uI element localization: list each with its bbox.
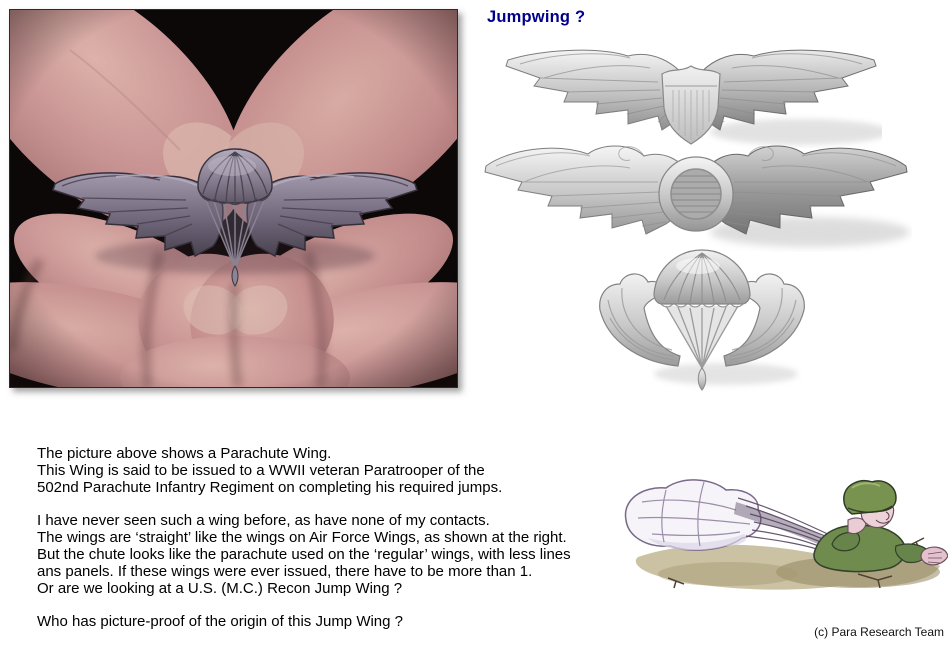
- photo-vignette: [10, 10, 457, 387]
- parachute-wing-photo: [9, 9, 458, 388]
- text-line: Who has picture-proof of the origin of this Jump Wing ?: [37, 613, 404, 630]
- para-canopy: [654, 250, 750, 307]
- copyright-text: (c) Para Research Team: [814, 625, 944, 639]
- text-line: ans panels. If these wings were ever issued, there have to be more than 1.: [37, 563, 533, 580]
- text-line: This Wing is said to be issued to a WWII veteran Paratrooper of the: [37, 462, 485, 479]
- paratrooper-cartoon-svg: [608, 462, 948, 602]
- pilot-wings-svg: [500, 36, 882, 148]
- parachutist-badge-svg: [576, 244, 828, 394]
- photo-illustration-svg: [10, 10, 457, 387]
- pilot-left-wing: [506, 50, 690, 130]
- para-apex-point: [698, 368, 706, 390]
- text-line: But the chute looks like the parachute used on the ‘regular’ wings, with less lines: [37, 546, 571, 563]
- observer-ring: [659, 157, 733, 231]
- soldier: [814, 481, 948, 572]
- text-line: The picture above shows a Parachute Wing.: [37, 445, 332, 462]
- text-line: I have never seen such a wing before, as have none of my contacts.: [37, 512, 490, 529]
- pilot-right-wing: [692, 50, 876, 130]
- article-text: [37, 429, 627, 646]
- observer-wings-svg: [480, 134, 912, 252]
- text-line: 502nd Parachute Infantry Regiment on completing his required jumps.: [37, 479, 503, 496]
- pilot-wings-badge-image: [500, 36, 882, 148]
- parachutist-badge-image: [576, 244, 828, 394]
- jumpwing-title: Jumpwing ?: [487, 8, 586, 26]
- observer-wings-badge-image: [480, 134, 912, 252]
- paratrooper-cartoon: [608, 462, 948, 602]
- text-line: Or are we looking at a U.S. (M.C.) Recon Jump Wing ?: [37, 580, 403, 597]
- text-line: The wings are ‘straight’ like the wings on Air Force Wings, as shown at the right.: [37, 529, 567, 546]
